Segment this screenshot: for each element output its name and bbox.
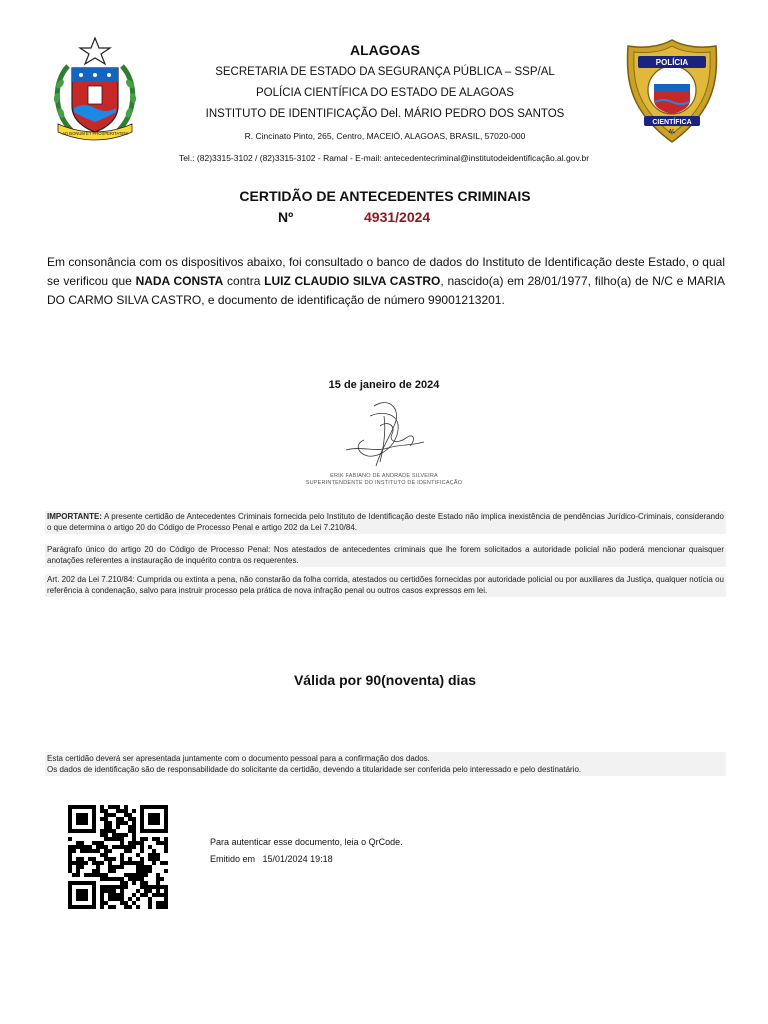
signer-title: SUPERINTENDENTE DO INSTITUTO DE IDENTIFICAÇÃO [305,480,463,486]
footer-disclaimer [45,752,726,776]
police-name: POLÍCIA CIENTÍFICA DO ESTADO DE ALAGOAS [256,87,514,99]
badge-state-label: AL [668,129,676,135]
validity-text: Válida por 90(noventa) dias [293,672,477,688]
institute-contact: Tel.: (82)3315-3102 / (82)3315-3102 - Ramal - E-mail: antecedentecriminal@institutodeidentificação.al.gov.br [178,153,590,163]
qr-code-icon[interactable] [68,805,168,909]
important-label: IMPORTANTE: [47,512,102,521]
institute-address: R. Cincinato Pinto, 265, Centro, MACEIÓ, ALAGOAS, BRASIL, 57020-000 [244,131,526,141]
badge-bottom-label: CIENTÍFICA [652,119,692,126]
secretariat-name: SECRETARIA DE ESTADO DA SEGURANÇA PÚBLICA – SSP/AL [215,66,555,78]
authentication-instruction: Para autenticar esse documento, leia o QrCode. [210,837,403,847]
signer-name: ERIK FABIANO DE ANDRADE SILVEIRA [330,473,438,479]
crest-motto: AD BONUM ET PROSPERITATEM [62,131,128,136]
law-article-note: Art. 202 da Lei 7.210/84: Cumprida ou extinta a pena, não constarão da folha corrida, atestados ou certidões fornecidas por autoridade policial ou por auxiliares da Justiça, qualquer notícia ou referência à condenação, salvo para instruir processo pela prática de nova infração penal ou outros casos expressos em lei. [45,574,726,597]
certificate-body [47,253,725,310]
state-name: ALAGOAS [350,42,420,58]
handwritten-signature [340,396,430,476]
certificate-number: 4931/2024 [364,209,431,225]
footer-line-2: Os dados de identificação são de responsabilidade do solicitante da certidão, devendo a titularidade ser conferida pelo interessado e pelo destinatário. [47,765,582,774]
state-coat-of-arms-icon [48,36,142,144]
issued-value: 15/01/2024 19:18 [262,854,333,864]
important-note [45,511,726,534]
certificate-title: CERTIDÃO DE ANTECEDENTES CRIMINAIS [239,188,531,204]
certificate-number-label: Nº [278,209,294,225]
certificate-date: 15 de janeiro de 2024 [328,379,440,391]
institute-name: INSTITUTO DE IDENTIFICAÇÃO Del. MÁRIO PEDRO DOS SANTOS [205,108,565,120]
cpp-article-note: Parágrafo único do artigo 20 do Código de Processo Penal: Nos atestados de antecedentes criminais que lhe forem solicitados a autoridade policial não poderá mencionar quaisquer anotações referentes a instauração de inquérito contra os requerentes. [45,544,726,567]
body-part-1: Em consonância com os dispositivos abaixo, foi consultado o banco de dados do Instituto de Identificação deste Estado, o qual se verificou que [47,255,725,288]
issued-label: Emitido em [210,854,256,864]
record-status: NADA CONSTA [135,274,224,288]
body-part-2: contra [223,274,265,288]
body-part-3: , nascido(a) em 28/01/1977, filho(a) de N/C e MARIA DO CARMO SILVA CASTRO, e documento de identificação de número 99001213201. [47,274,725,307]
badge-top-label: POLÍCIA [655,58,689,67]
issued-info [210,854,333,864]
footer-line-1: Esta certidão deverá ser apresentada juntamente com o documento pessoal para a confirmação dos dados. [47,754,430,763]
scientific-police-badge-icon [624,38,720,144]
person-name: LUIZ CLAUDIO SILVA CASTRO [264,274,441,288]
important-text: A presente certidão de Antecedentes Criminais fornecida pelo Instituto de Identificação deste Estado não implica inexistência de pendências Jurídico-Criminais, considerando o que determina o artigo 20 do Código de Processo Penal e artigo 202 da Lei 7.210/84. [47,512,724,532]
